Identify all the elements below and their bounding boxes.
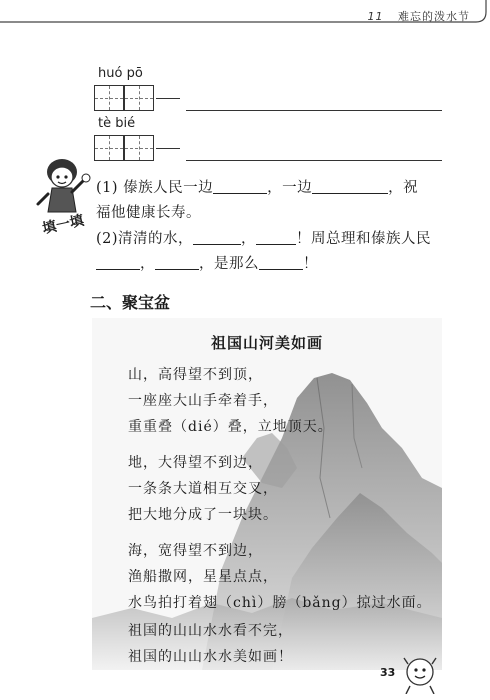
section-title: 二、聚宝盆 bbox=[90, 293, 171, 312]
answer-line[interactable] bbox=[186, 110, 442, 111]
running-header bbox=[368, 8, 471, 24]
question-1-line-1: (1) 傣族人民一边 ，一边 ，祝 bbox=[96, 177, 418, 199]
question-2-line-2: ， ，是那么 ！ bbox=[96, 253, 318, 275]
cartoon-decoration-icon bbox=[398, 650, 442, 694]
blank[interactable] bbox=[312, 177, 388, 194]
question-2-line-1: (2)清清的水， ， ！周总理和傣族人民 bbox=[96, 228, 431, 250]
poem-line: 把大地分成了一块块。 bbox=[128, 507, 278, 523]
poem-line: 重重叠（dié）叠，立地顶天。 bbox=[128, 419, 333, 435]
page-number: 33 bbox=[380, 666, 396, 679]
blank[interactable] bbox=[213, 177, 267, 194]
poem-line: 一座座大山手牵着手， bbox=[128, 393, 278, 409]
character-box[interactable] bbox=[94, 135, 124, 161]
answer-line[interactable] bbox=[186, 160, 442, 161]
poem-line: 水鸟拍打着翅（chì）膀（bǎng）掠过水面。 bbox=[128, 595, 432, 611]
blank[interactable] bbox=[256, 228, 296, 245]
fill-in-label: 填一填 bbox=[41, 212, 86, 238]
poem-title: 祖国山河美如画 bbox=[210, 334, 323, 352]
chapter-title: 难忘的泼水节 bbox=[398, 10, 470, 23]
blank[interactable] bbox=[193, 228, 241, 245]
poem-line: 祖国的山山水水美如画！ bbox=[128, 649, 293, 665]
chapter-number: 11 bbox=[367, 10, 384, 23]
word-pinyin: tè bié bbox=[98, 116, 136, 131]
blank[interactable] bbox=[259, 253, 303, 270]
question-1-line-2: 福他健康长寿。 bbox=[96, 205, 201, 221]
blank[interactable] bbox=[155, 253, 199, 270]
blank[interactable] bbox=[96, 253, 140, 270]
character-box[interactable] bbox=[124, 85, 154, 111]
word-pinyin: huó pō bbox=[98, 66, 143, 81]
poem-panel bbox=[92, 318, 442, 670]
dash-line bbox=[156, 148, 180, 149]
poem-line: 山，高得望不到顶， bbox=[128, 367, 263, 383]
poem-line: 祖国的山山水水看不完， bbox=[128, 623, 293, 639]
poem-line: 地，大得望不到边， bbox=[128, 455, 263, 471]
character-box[interactable] bbox=[94, 85, 124, 111]
poem-line: 渔船撒网，星星点点， bbox=[128, 569, 278, 585]
poem-line: 海，宽得望不到边， bbox=[128, 543, 263, 559]
character-box[interactable] bbox=[124, 135, 154, 161]
dash-line bbox=[156, 98, 180, 99]
poem-line: 一条条大道相互交叉， bbox=[128, 481, 278, 497]
